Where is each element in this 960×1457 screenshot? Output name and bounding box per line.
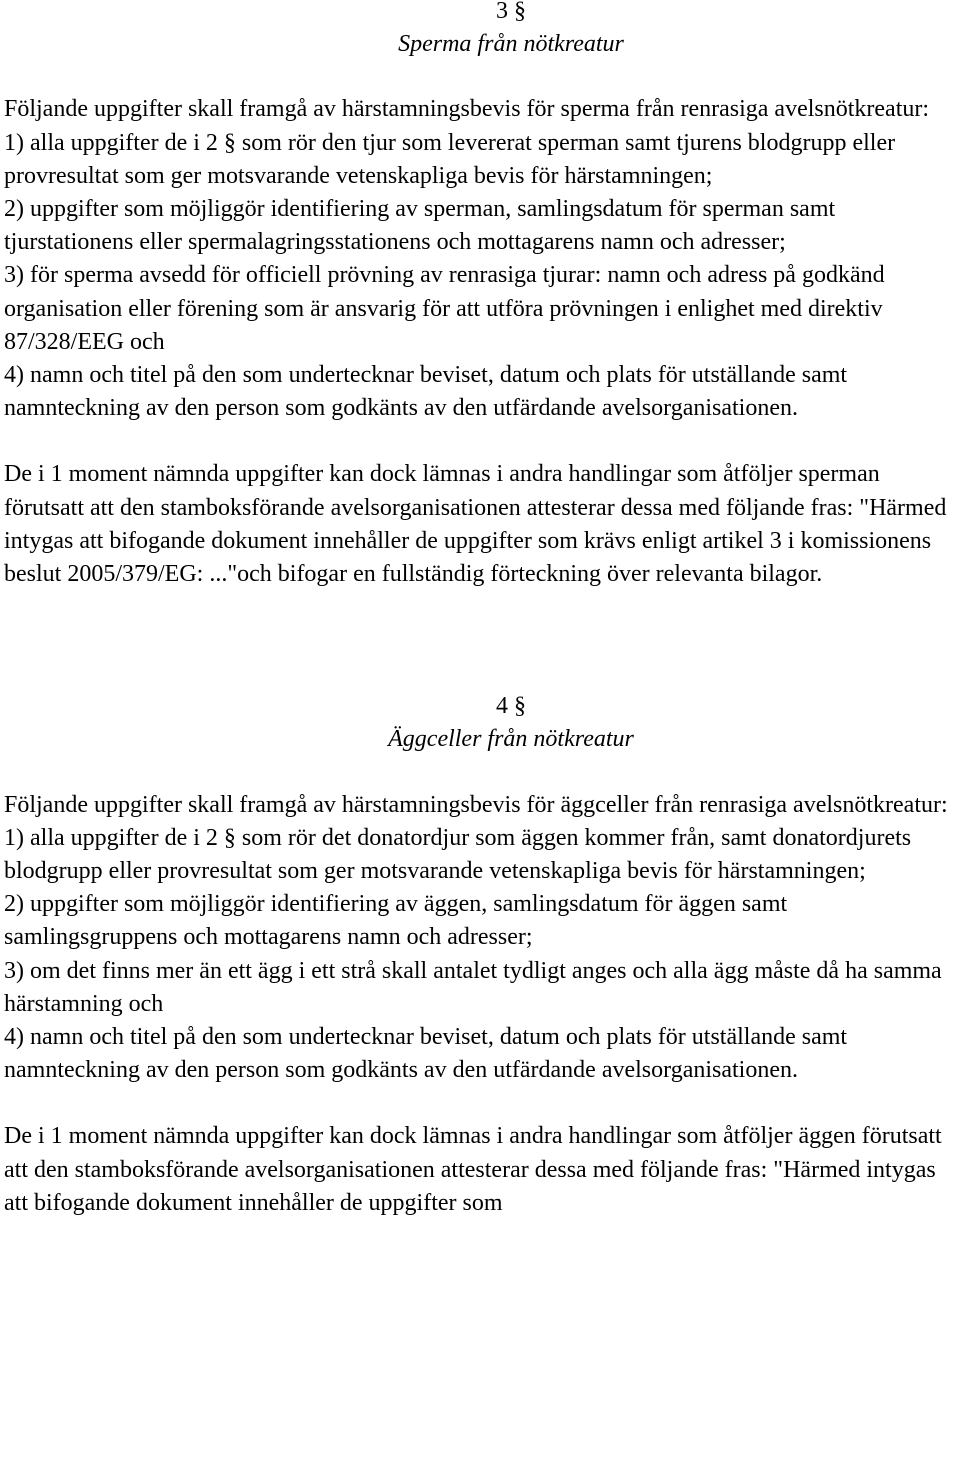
section-3-title: Sperma från nötkreatur: [398, 31, 624, 58]
section-4-item-3: 3) om det finns mer än ett ägg i ett strå skall antalet tydligt anges och alla ägg måste då ha samma härstamning och: [4, 957, 942, 1017]
section-3-item-1: 1) alla uppgifter de i 2 § som rör den tjur som levererat sperman samt tjurens blodgrupp eller provresultat som ger motsvarande vetenskapliga bevis för härstamningen;: [4, 129, 896, 189]
section-3-item-4: 4) namn och titel på den som undertecknar beviset, datum och plats för utställande samt namnteckning av den person som godkänts av den utfärdande avelsorganisationen.: [4, 362, 848, 422]
section-3-heading: [4, 0, 960, 61]
section-4-body: [4, 789, 960, 1088]
section-4-heading: [4, 690, 960, 756]
section-3-closing: De i 1 moment nämnda uppgifter kan dock lämnas i andra handlingar som åtföljer sperman förutsatt att den stamboksförande avelsorganisationen attesterar dessa med följande fras: "Härmed intygas att bifogande dokument innehåller de uppgifter som krävs enligt artikel 3 i komissionens beslut 2005/379/EG: ..."och bifogar en fullständig förteckning över relevanta bilagor.: [4, 461, 947, 588]
section-3-item-3: 3) för sperma avsedd för officiell prövning av renrasiga tjurar: namn och adress på godkänd organisation eller förening som är ansvarig för att utföra prövningen i enlighet med direktiv 87/328/EEG och: [4, 262, 885, 355]
section-4-intro: Följande uppgifter skall framgå av härstamningsbevis för äggceller från renrasiga avelsnötkreatur:: [4, 791, 948, 818]
section-4-item-2: 2) uppgifter som möjliggör identifiering av äggen, samlingsdatum för äggen samt samlingsgruppens och mottagarens namn och adresser;: [4, 891, 788, 951]
section-3-intro: Följande uppgifter skall framgå av härstamningsbevis för sperma från renrasiga avelsnötkreatur:: [4, 96, 930, 123]
section-4-closing: De i 1 moment nämnda uppgifter kan dock lämnas i andra handlingar som åtföljer äggen förutsatt att den stamboksförande avelsorganisationen attesterar dessa med följande fras: "Härmed intygas att bifogande dokument innehåller de uppgifter som: [4, 1123, 942, 1216]
document-page: [4, 0, 960, 1220]
section-4-item-1: 1) alla uppgifter de i 2 § som rör det donatordjur som äggen kommer från, samt donatordjurets blodgrupp eller provresultat som ger motsvarande vetenskapliga bevis för härstamningen;: [4, 824, 912, 885]
section-4-number: 4 §: [496, 693, 526, 720]
section-4-item-4: 4) namn och titel på den som undertecknar beviset, datum och plats för utställande samt namnteckning av den person som godkänts av den utfärdande avelsorganisationen.: [4, 1024, 848, 1084]
section-3-body: [4, 93, 960, 425]
section-3-item-2: 2) uppgifter som möjliggör identifiering av sperman, samlingsdatum för sperman samt tjurstationens eller spermalagringsstationens och mottagarens namn och adresser;: [4, 196, 836, 256]
section-3-number: 3 §: [496, 0, 526, 24]
section-4-title: Äggceller från nötkreatur: [388, 726, 634, 753]
